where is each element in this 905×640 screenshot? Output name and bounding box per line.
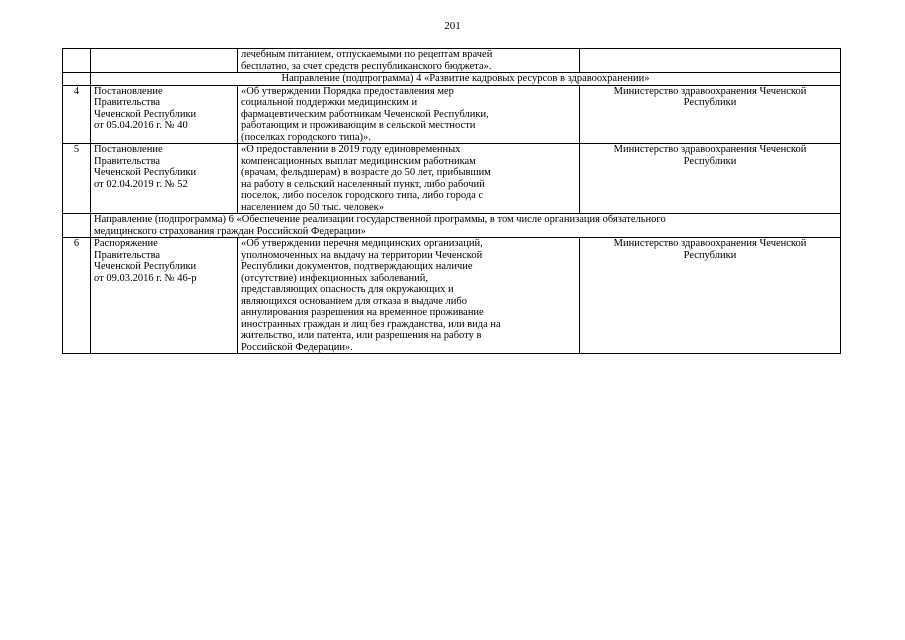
document-content-cell (238, 144, 580, 214)
executor-cell (580, 144, 841, 214)
content-line: жительство, или патента, или разрешения на работу в (241, 330, 482, 341)
executor-line: Министерство здравоохранения Чеченской (613, 238, 807, 249)
document-type-cell (91, 49, 238, 73)
table-row (63, 85, 841, 144)
content-line: аннулирования разрешения на временное проживание (241, 307, 484, 318)
document-line: Чеченской Республики (94, 167, 197, 178)
table-row (63, 144, 841, 214)
section-heading-6 (91, 214, 841, 238)
document-content-cell (238, 49, 580, 73)
executor-cell (580, 49, 841, 73)
document-line: Распоряжение (94, 238, 158, 249)
executor-cell (580, 85, 841, 144)
content-line: (врачам, фельдшерам) в возрасте до 50 лет, прибывшим (241, 167, 491, 178)
document-line: Правительства (94, 249, 161, 261)
content-line: населением до 50 тыс. человек» (241, 201, 385, 213)
executor-line: Республики (683, 97, 737, 108)
table-row (63, 49, 841, 73)
content-line: иностранных граждан и лиц без гражданства, или вида на (241, 318, 501, 330)
content-line: на работу в сельский населенный пункт, либо рабочий (241, 178, 485, 190)
content-line: уполномоченных на выдачу на территории Чеченской (241, 249, 483, 261)
content-line: бесплатно, за счет средств республиканского бюджета». (241, 60, 492, 72)
section-row (63, 73, 841, 86)
content-line: «Об утверждении Порядка предоставления мер (241, 85, 454, 97)
content-line: Республики документов, подтверждающих наличие (241, 261, 473, 272)
section-row-blank (63, 73, 91, 86)
executor-line: Республики (683, 249, 737, 261)
section-line: медицинского страхования граждан Российской Федерации» (94, 225, 366, 237)
content-line: (поселках городского типа)». (241, 131, 371, 143)
page-number: 201 (444, 20, 461, 32)
section-row-blank (63, 214, 91, 238)
content-line: «О предоставлении в 2019 году единовременных (241, 144, 461, 155)
document-content-cell (238, 238, 580, 354)
content-line: фармацевтическим работникам Чеченской Республики, (241, 108, 489, 120)
content-line: являющихся основанием для отказа в выдаче либо (241, 295, 467, 307)
content-line: поселок, либо поселок городского типа, либо города с (241, 190, 484, 201)
row-number: 6 (63, 238, 91, 354)
document-line: Постановление (94, 85, 163, 97)
document-line: Постановление (94, 144, 163, 155)
row-number (63, 49, 91, 73)
content-line: лечебным питанием, отпускаемыми по рецептам врачей (241, 49, 493, 60)
document-line: Чеченской Республики (94, 261, 197, 272)
executor-line: Республики (683, 155, 737, 167)
document-line: от 02.04.2019 г. № 52 (94, 178, 188, 190)
section-heading-4: Направление (подпрограмма) 4 «Развитие кадровых ресурсов в здравоохранении» (91, 73, 841, 86)
content-line: компенсационных выплат медицинским работникам (241, 155, 476, 167)
content-line: «Об утверждении перечня медицинских организаций, (241, 238, 483, 249)
section-row (63, 214, 841, 238)
content-line: представляющих опасность для окружающих и (241, 284, 454, 295)
document-type-cell (91, 144, 238, 214)
document-line: от 05.04.2016 г. № 40 (94, 120, 188, 131)
document-line: Правительства (94, 97, 161, 108)
row-number: 4 (63, 85, 91, 144)
legal-acts-table (62, 48, 841, 354)
content-line: (отсутствие) инфекционных заболеваний, (241, 272, 429, 284)
table-row (63, 238, 841, 354)
document-content-cell (238, 85, 580, 144)
executor-cell (580, 238, 841, 354)
executor-line: Министерство здравоохранения Чеченской (613, 144, 807, 155)
document-line: от 09.03.2016 г. № 46-р (94, 272, 197, 284)
content-line: работающим и проживающим в сельской местности (241, 120, 476, 131)
document-line: Чеченской Республики (94, 108, 197, 120)
content-line: социальной поддержки медицинским и (241, 97, 418, 108)
content-line: Российской Федерации». (241, 341, 353, 353)
document-type-cell (91, 85, 238, 144)
row-number: 5 (63, 144, 91, 214)
document-type-cell (91, 238, 238, 354)
executor-line: Министерство здравоохранения Чеченской (613, 85, 807, 97)
section-line: Направление (подпрограмма) 6 «Обеспечение реализации государственной программы, в том числе организация обязательного (94, 214, 666, 225)
document-line: Правительства (94, 155, 161, 167)
